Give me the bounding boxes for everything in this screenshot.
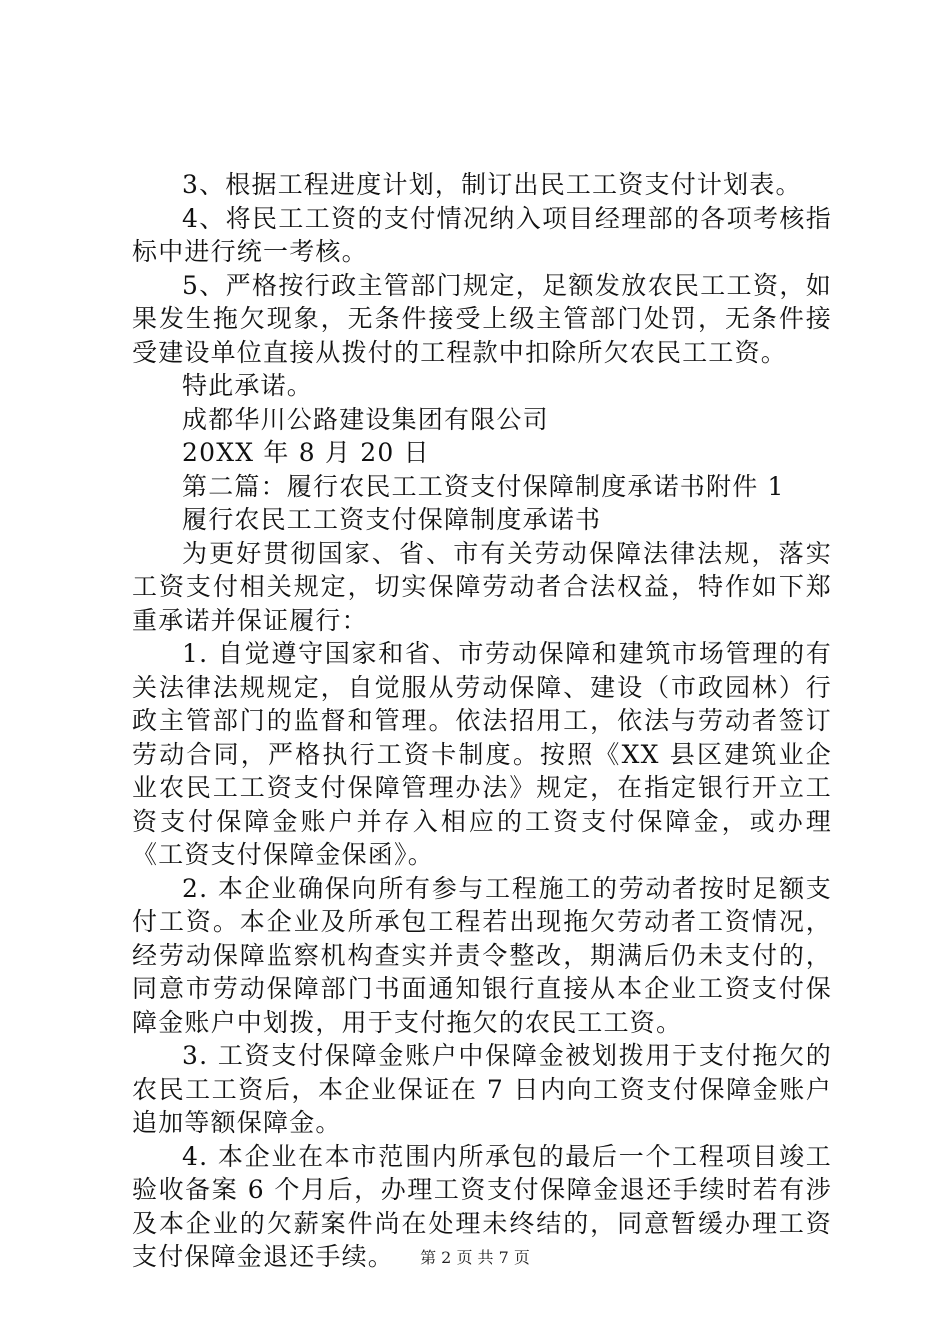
clause-4-paragraph: 4. 本企业在本市范围内所承包的最后一个工程项目竣工验收备案 6 个月后，办理工资支付保障金退还手续时若有涉及本企业的欠薪案件尚在处理未终结的，同意暂缓办理工资支付保障金退还手续。 [132,1141,832,1271]
closing-statement: 特此承诺。 [182,371,314,400]
intro-paragraph: 为更好贯彻国家、省、市有关劳动保障法律法规，落实工资支付相关规定，切实保障劳动者合法权益，特作如下郑重承诺并保证履行： [132,538,832,635]
document-body [132,168,832,1274]
clause-3-paragraph: 3. 工资支付保障金账户中保障金被划拨用于支付拖欠的农民工工资后，本企业保证在 7 日内向工资支付保障金账户追加等额保障金。 [132,1041,832,1137]
clause-2-paragraph: 2. 本企业确保向所有参与工程施工的劳动者按时足额支付工资。本企业及所承包工程若出现拖欠劳动者工资情况，经劳动保障监察机构查实并责令整改，期满后仍未支付的，同意市劳动保障部门书面通知银行直接从本企业工资支付保障金账户中划拨，用于支付拖欠的农民工工资。 [132,873,832,1037]
signature-date: 20XX 年 8 月 20 日 [182,438,430,467]
section-heading: 第二篇：履行农民工工资支付保障制度承诺书附件 1 [182,471,785,501]
document-title: 履行农民工工资支付保障制度承诺书 [182,505,602,534]
company-name: 成都华川公路建设集团有限公司 [182,404,549,434]
page-number-footer: 第 2 页 共 7 页 [420,1248,530,1267]
item-3-paragraph: 3、根据工程进度计划，制订出民工工资支付计划表。 [182,170,802,199]
item-4-paragraph: 4、将民工工资的支付情况纳入项目经理部的各项考核指标中进行统一考核。 [132,203,832,266]
item-5-paragraph: 5、严格按行政主管部门规定，足额发放农民工工资，如果发生拖欠现象，无条件接受上级主管部门处罚，无条件接受建设单位直接从拨付的工程款中扣除所欠农民工工资。 [132,270,832,367]
clause-1-paragraph: 1. 自觉遵守国家和省、市劳动保障和建筑市场管理的有关法律法规规定，自觉服从劳动保障、建设（市政园林）行政主管部门的监督和管理。依法招用工，依法与劳动者签订劳动合同，严格执行工资卡制度。按照《XX 县区建筑业企业农民工工资支付保障管理办法》规定，在指定银行开立工资支付保障金账户并存入相应的工资支付保障金，或办理《工资支付保障金保函》。 [132,639,832,869]
